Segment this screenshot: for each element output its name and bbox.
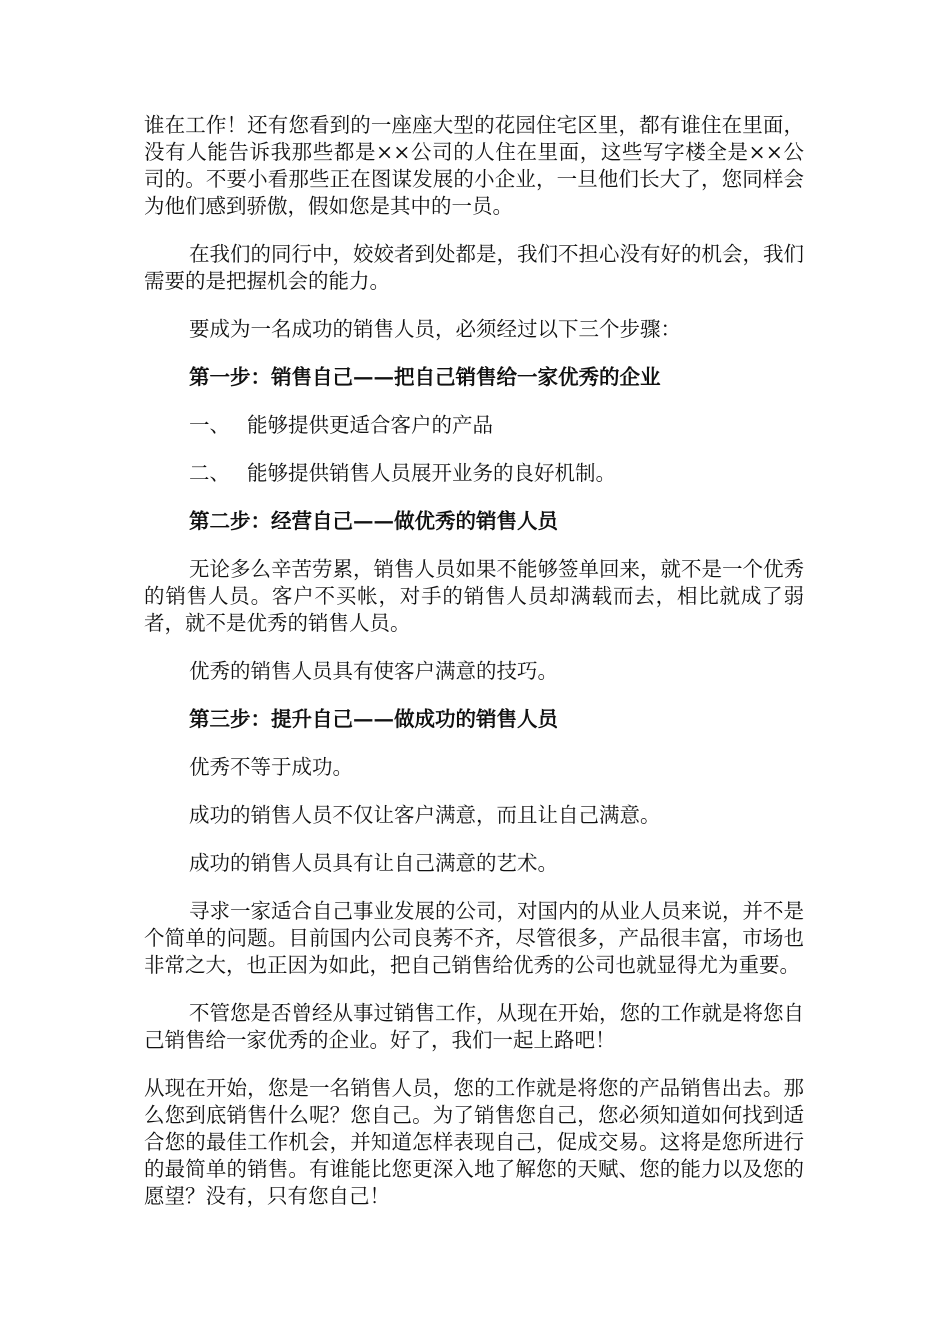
paragraph-1: 谁在工作！还有您看到的一座座大型的花园住宅区里，都有谁住在里面，没有人能告诉我那些都是××公司的人住在里面，这些写字楼全是××公司的。不要小看那些正在图谋发展的小企业，一旦他们长大了，您同样会为他们感到骄傲，假如您是其中的一员。 [144, 113, 804, 218]
heading-step-1: 第一步：销售自己——把自己销售给一家优秀的企业 [189, 365, 661, 389]
paragraph-7: 成功的销售人员不仅让客户满意，而且让自己满意。 [189, 803, 661, 827]
heading-step-2: 第二步：经营自己——做优秀的销售人员 [189, 509, 558, 533]
list-text: 能够提供更适合客户的产品 [247, 413, 493, 437]
paragraph-5: 优秀的销售人员具有使客户满意的技巧。 [189, 659, 558, 683]
list-item-2 [144, 460, 804, 487]
paragraph-4: 无论多么辛苦劳累，销售人员如果不能够签单回来，就不是一个优秀的销售人员。客户不买帐，对手的销售人员却满载而去，相比就成了弱者，就不是优秀的销售人员。 [144, 557, 804, 635]
paragraph-9: 寻求一家适合自己事业发展的公司，对国内的从业人员来说，并不是个简单的问题。目前国内公司良莠不齐，尽管很多，产品很丰富，市场也非常之大，也正因为如此，把自己销售给优秀的公司也就显得尤为重要。 [144, 899, 804, 977]
heading-step-3: 第三步：提升自己——做成功的销售人员 [189, 707, 558, 731]
paragraph-6: 优秀不等于成功。 [189, 755, 353, 779]
paragraph-8: 成功的销售人员具有让自己满意的艺术。 [189, 851, 558, 875]
list-text: 能够提供销售人员展开业务的良好机制。 [247, 461, 616, 485]
paragraph-11: 从现在开始，您是一名销售人员，您的工作就是将您的产品销售出去。那么您到底销售什么呢？您自己。为了销售您自己，您必须知道如何找到适合您的最佳工作机会，并知道怎样表现自己，促成交易。这将是您所进行的最简单的销售。有谁能比您更深入地了解您的天赋、您的能力以及您的愿望？没有，只有您自己！ [144, 1076, 804, 1208]
paragraph-10: 不管您是否曾经从事过销售工作，从现在开始，您的工作就是将您自己销售给一家优秀的企业。好了，我们一起上路吧！ [144, 1001, 804, 1052]
paragraph-3: 要成为一名成功的销售人员，必须经过以下三个步骤： [189, 317, 681, 341]
document-page [144, 112, 804, 1231]
paragraph-2: 在我们的同行中，姣姣者到处都是，我们不担心没有好的机会，我们需要的是把握机会的能力。 [144, 242, 804, 293]
list-item-1 [144, 412, 804, 439]
list-number: 二、 [189, 461, 230, 485]
list-number: 一、 [189, 413, 230, 437]
